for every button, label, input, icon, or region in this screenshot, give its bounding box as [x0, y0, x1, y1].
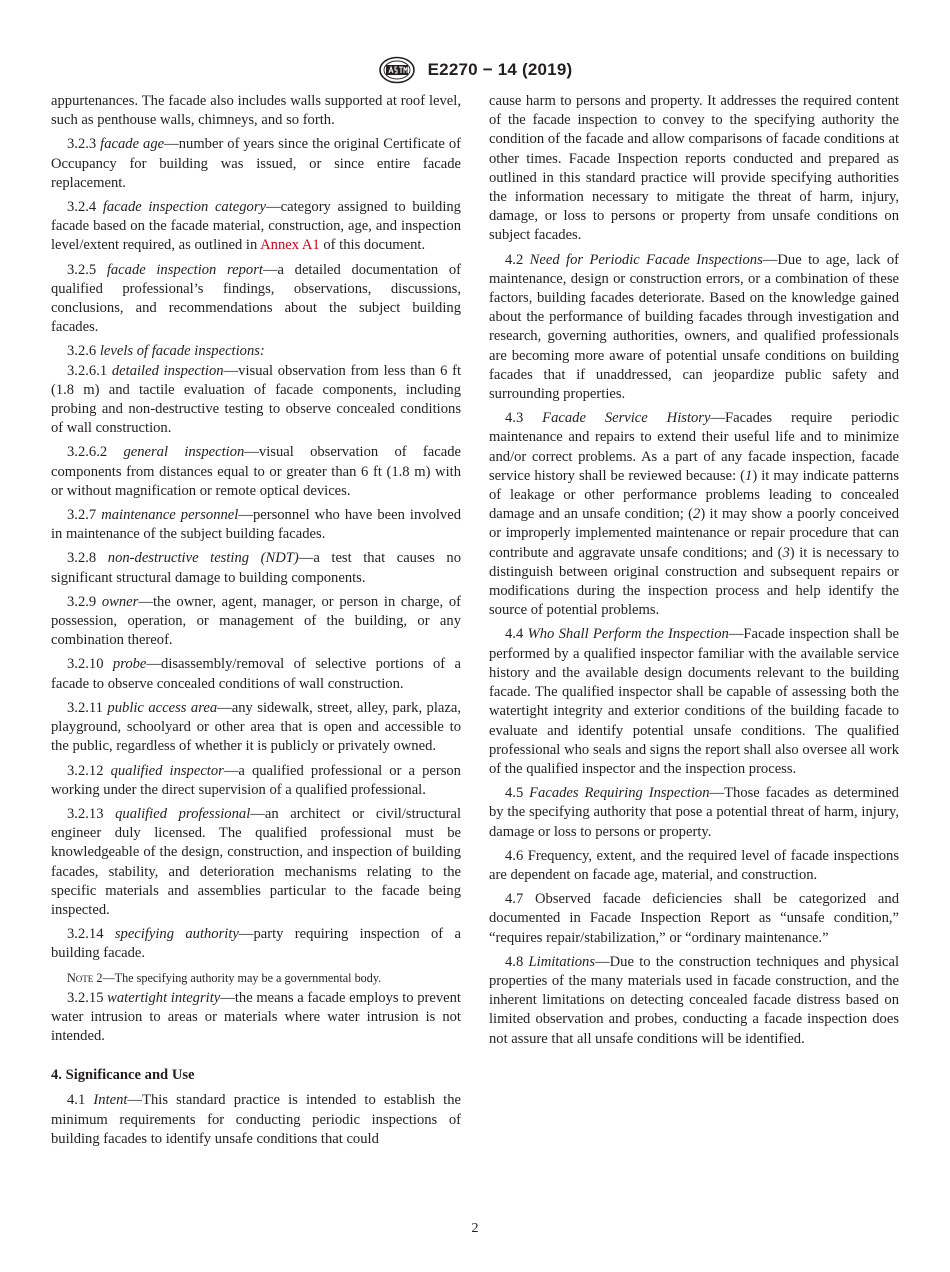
definition-3-2-12: 3.2.12 qualified inspector—a qualified professional or a person working under the direct supervision of a qualified professional.	[51, 762, 461, 798]
paragraph-continuation: appurtenances. The facade also includes walls supported at roof level, such as penthouse walls, chimneys, and so forth.	[51, 93, 461, 129]
section-4-8: 4.8 Limitations—Due to the construction techniques and physical properties of the many materials used in facade construction, and the inherent limitations on detecting concealed facade distress based on limited observation and probes, conducting a facade inspection does not assure that all unsafe conditions will be identified.	[489, 953, 900, 1047]
page-header	[0, 56, 950, 84]
section-4-4: 4.4 Who Shall Perform the Inspection—Facade inspection shall be performed by a qualified inspector familiar with the available service history and the available design documents relevant to the building facade. The qualified inspector shall be capable of assessing both the watertight integrity and exterior conditions of the building facade to evaluate and identify potential unsafe conditions. The qualified professional who seals and signs the report shall also oversee all work of the qualified inspector and the inspection process.	[489, 626, 899, 777]
definition-3-2-4: 3.2.4 facade inspection category—category assigned to building facade based on the facade material, construction, age, and inspection level/extent required, as outlined in Annex A1 of this document.	[51, 199, 461, 254]
section-4-7: 4.7 Observed facade deficiencies shall be categorized and documented in Facade Inspection Report as “unsafe condition,” “requires repair/stabilization,” or “ordinary maintenance.”	[489, 891, 899, 946]
definition-3-2-6-1: 3.2.6.1 detailed inspection—visual observation from less than 6 ft (1.8 m) and tactile evaluation of facade components, including probing and non-destructive testing to observe concealed conditions of wall construction.	[51, 362, 461, 437]
definition-3-2-10: 3.2.10 probe—disassembly/removal of selective portions of a facade to observe concealed conditions of wall construction.	[51, 656, 461, 692]
definition-3-2-15: 3.2.15 watertight integrity—the means a facade employs to prevent water intrusion to areas or materials where water intrusion is not intended.	[51, 989, 461, 1044]
section-4-6: 4.6 Frequency, extent, and the required level of facade inspections are dependent on facade age, material, and construction.	[489, 847, 899, 883]
definition-3-2-9: 3.2.9 owner—the owner, agent, manager, or person in charge, of possession, operation, or management of the building, or any combination thereof.	[51, 593, 461, 649]
right-column	[489, 92, 899, 1054]
definition-3-2-5: 3.2.5 facade inspection report—a detailed documentation of qualified professional’s findings, observations, discussions, conclusions, and recommendations about the subject building facades.	[51, 261, 461, 336]
definition-3-2-13: 3.2.13 qualified professional—an architect or civil/structural engineer duly licensed. The qualified professional must be knowledgeable of the design, construction, and inspection of building facades, stability, and deterioration mechanisms relating to the specific materials and assemblies particular to the facade being inspected.	[51, 805, 462, 918]
astm-logo-icon	[378, 56, 416, 84]
definition-3-2-14: 3.2.14 specifying authority—party requiring inspection of a building facade.	[51, 926, 461, 962]
paragraph-continuation-right: cause harm to persons and property. It addresses the required content of the facade inspection to convey to the specifying authority the condition of the facade and allow comparisons of facade conditions at other times. Facade Inspection reports conducted and prepared as outlined in this standard practice will provide specifying authorities the information necessary to mitigate the threat of harm, injury, damage, or loss to persons or property from unsafe conditions on subject facades.	[489, 93, 899, 244]
section-4-2: 4.2 Need for Periodic Facade Inspections—Due to age, lack of maintenance, design or construction errors, or a combination of these factors, building facades deteriorate. Based on the knowledge gained about the performance of building facades through investigation and research, governing authorities, owners, and qualified professionals are becoming more aware of potential unsafe conditions on building facades that if unaddressed, can jeopardize public safety and surrounding properties.	[489, 251, 899, 403]
section-4-5: 4.5 Facades Requiring Inspection—Those facades as determined by the specifying authority that pose a potential threat of harm, injury, damage or loss to persons or property.	[489, 785, 899, 840]
left-column	[51, 92, 461, 1154]
section-heading-4: 4. Significance and Use	[51, 1067, 195, 1084]
definition-3-2-3: 3.2.3 facade age—number of years since the original Certificate of Occupancy for building was issued, or since entire facade replacement.	[51, 136, 462, 191]
page-number: 2	[471, 1221, 479, 1236]
document-designation: E2270 − 14 (2019)	[427, 60, 573, 79]
annex-a1-link[interactable]: Annex A1	[260, 237, 320, 254]
definition-3-2-6-2: 3.2.6.2 general inspection—visual observation of facade components from distances equal to or greater than 6 ft (1.8 m) with or without magnification or remote optical devices.	[51, 444, 461, 499]
note-2: Note 2—The specifying authority may be a governmental body.	[67, 970, 382, 985]
definition-3-2-11: 3.2.11 public access area—any sidewalk, street, alley, park, plaza, playground, schoolyard or other area that is open and accessible to the public, regardless of whether it is publicly or privately owned.	[51, 699, 461, 755]
section-4-3: 4.3 Facade Service History—Facades require periodic maintenance and repairs to extend their useful life and to minimize and/or correct problems. As a part of any facade inspection, facade service history shall be reviewed because: (1) it may indicate patterns of leakage or other performance problems leading to concealed damage and an unsafe condition; (2) it may show a poorly conceived or improperly implemented maintenance or repair procedure that can contribute and aggravate unsafe conditions; and (3) it is necessary to distinguish between original construction and subsequent repairs or modifications during the inspection process and help identify the source of potential problems.	[489, 410, 900, 619]
definition-3-2-8: 3.2.8 non-destructive testing (NDT)—a test that causes no significant structural damage to building components.	[51, 550, 461, 586]
definition-3-2-7: 3.2.7 maintenance personnel—personnel who have been involved in maintenance of the subject building facades.	[51, 507, 461, 543]
section-4-1: 4.1 Intent—This standard practice is intended to establish the minimum requirements for conducting periodic inspections of building facades to identify unsafe conditions that could	[51, 1092, 461, 1147]
definition-3-2-6: 3.2.6 levels of facade inspections:	[67, 343, 265, 360]
